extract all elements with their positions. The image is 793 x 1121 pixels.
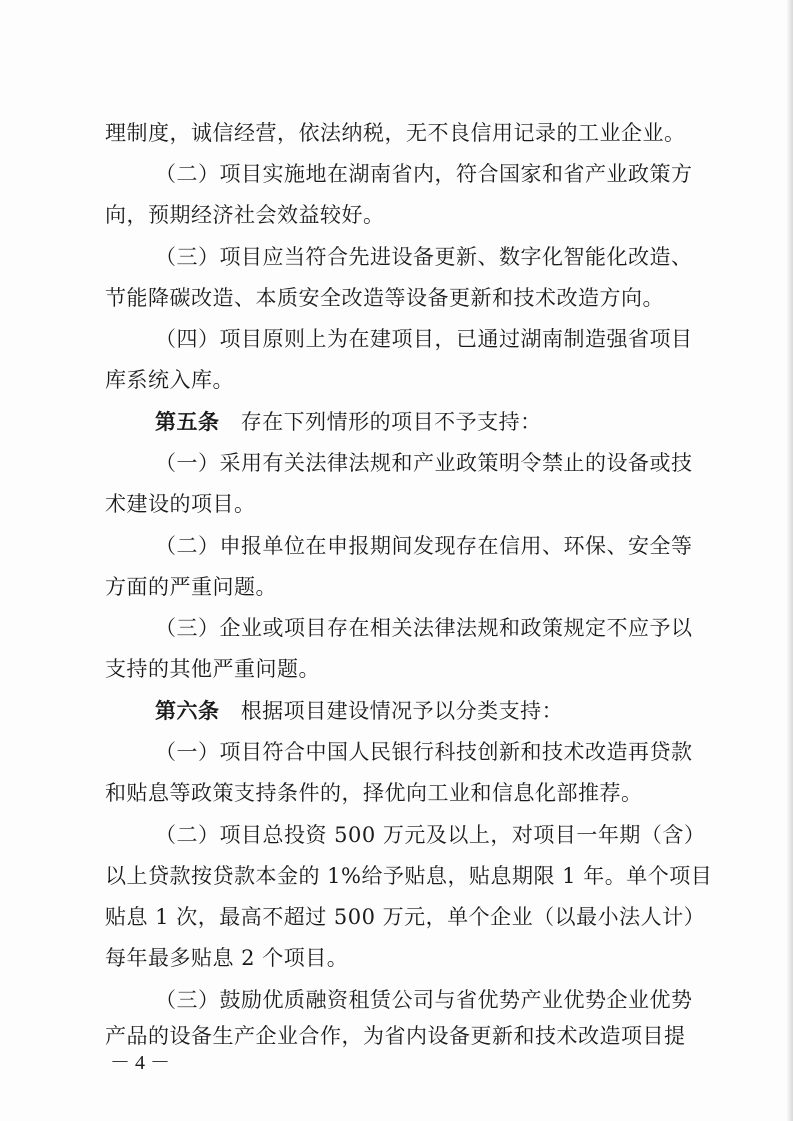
article-6-heading: 第六条 bbox=[155, 698, 220, 723]
text-line: 以上贷款按贷款本金的 1%给予贴息，贴息期限 1 年。单个项目 bbox=[105, 864, 713, 888]
text-line: （二）项目实施地在湖南省内，符合国家和省产业政策方 bbox=[155, 162, 693, 186]
text-line: 节能降碳改造、本质安全改造等设备更新和技术改造方向。 bbox=[105, 286, 664, 310]
text-line: 贴息 1 次，最高不超过 500 万元，单个企业（以最小法人计） bbox=[105, 905, 706, 929]
text-line: （三）企业或项目存在相关法律法规和政策规定不应予以 bbox=[155, 616, 693, 640]
page-number: － 4 － bbox=[110, 1052, 170, 1074]
text-line: 和贴息等政策支持条件的，择优向工业和信息化部推荐。 bbox=[105, 781, 643, 805]
text-line: 方面的严重问题。 bbox=[105, 575, 277, 599]
text-line: 理制度，诚信经营，依法纳税，无不良信用记录的工业企业。 bbox=[105, 121, 686, 145]
text-line: 库系统入库。 bbox=[105, 368, 234, 392]
text-line: （二）申报单位在申报期间发现存在信用、环保、安全等 bbox=[155, 534, 693, 558]
text-line: 向，预期经济社会效益较好。 bbox=[105, 203, 385, 227]
page-edge-shadow bbox=[786, 0, 793, 1121]
text-line: （二）项目总投资 500 万元及以上，对项目一年期（含） bbox=[155, 823, 706, 847]
text-line: 每年最多贴息 2 个项目。 bbox=[105, 946, 349, 970]
text-line: 术建设的项目。 bbox=[105, 492, 256, 516]
article-6-text: 根据项目建设情况予以分类支持： bbox=[240, 699, 564, 723]
text-line: 支持的其他严重问题。 bbox=[105, 657, 320, 681]
text-line: （三）项目应当符合先进设备更新、数字化智能化改造、 bbox=[155, 245, 693, 269]
article-5-line bbox=[155, 407, 695, 437]
article-6-line bbox=[155, 696, 695, 726]
text-line: （三）鼓励优质融资租赁公司与省优势产业优势企业优势 bbox=[155, 988, 693, 1012]
article-5-heading: 第五条 bbox=[155, 409, 220, 434]
text-line: 产品的设备生产企业合作，为省内设备更新和技术改造项目提 bbox=[105, 1024, 686, 1048]
text-line: （一）项目符合中国人民银行科技创新和技术改造再贷款 bbox=[155, 740, 693, 764]
text-line: （一）采用有关法律法规和产业政策明令禁止的设备或技 bbox=[155, 451, 693, 475]
text-line: （四）项目原则上为在建项目，已通过湖南制造强省项目 bbox=[155, 327, 693, 351]
article-5-text: 存在下列情形的项目不予支持： bbox=[240, 410, 542, 434]
